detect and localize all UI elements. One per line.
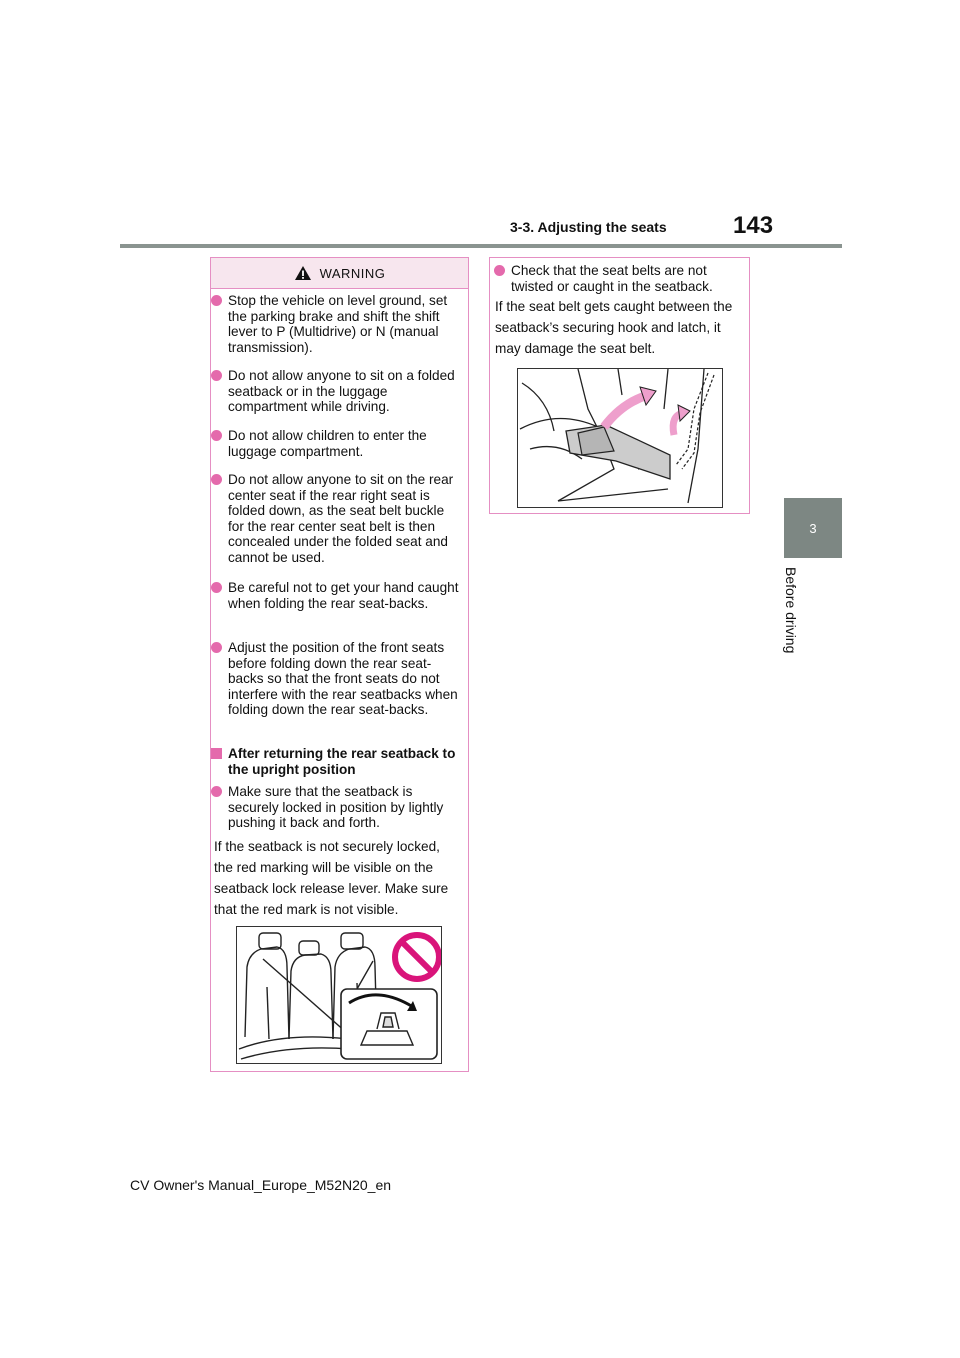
manual-footer: CV Owner's Manual_Europe_M52N20_en xyxy=(130,1177,392,1193)
bullet-icon xyxy=(211,474,222,485)
warning-note: If the seat belt gets caught between the seatback’s securing hook and latch, it may damage the seat belt. xyxy=(495,299,733,356)
warning-header xyxy=(211,258,468,289)
warning-triangle-icon xyxy=(294,265,312,281)
warning-item xyxy=(228,472,460,566)
warning-item xyxy=(228,428,460,459)
warning-item-text: Adjust the position of the front seats before folding down the rear seat-backs so that the front seats do not interfere with the rear seatbacks when folding down the rear seat-backs. xyxy=(228,640,458,718)
section-title: 3-3. Adjusting the seats xyxy=(510,219,667,235)
bullet-icon xyxy=(211,370,222,381)
warning-item xyxy=(511,263,743,294)
chapter-title-vertical xyxy=(770,567,810,677)
bullet-icon xyxy=(211,642,222,653)
warning-item xyxy=(228,368,460,415)
header-divider xyxy=(120,244,842,248)
warning-item-text: Check that the seat belts are not twisted or caught in the seatback. xyxy=(511,263,713,294)
chapter-number: 3 xyxy=(809,520,817,536)
warning-subsection-title xyxy=(228,746,460,777)
seat-lock-illustration xyxy=(236,926,442,1064)
chapter-tab xyxy=(784,498,842,558)
page-number: 143 xyxy=(733,212,774,239)
bullet-icon xyxy=(494,265,505,276)
bullet-icon xyxy=(211,295,222,306)
warning-item-text: Be careful not to get your hand caught when folding the rear seat-backs. xyxy=(228,580,459,611)
warning-title: WARNING xyxy=(319,265,386,281)
warning-item-text: Do not allow anyone to sit on a folded seatback or in the luggage compartment while driving. xyxy=(228,368,455,415)
warning-item xyxy=(228,640,460,718)
bullet-icon xyxy=(211,786,222,797)
seat-belt-illustration xyxy=(517,368,723,508)
chapter-title: Before driving xyxy=(783,567,799,654)
seat-belt-drawing xyxy=(518,369,722,507)
warning-subsection-item xyxy=(228,784,460,831)
seat-lock-drawing xyxy=(237,927,441,1063)
subsection-item-text: Make sure that the seatback is securely locked in position by lightly pushing it back and forth. xyxy=(228,784,444,831)
bullet-icon xyxy=(211,430,222,441)
warning-item-text: Do not allow anyone to sit on the rear center seat if the rear right seat is folded down, as the seat belt buckle for the rear center seat belt is then concealed under the folded seat and cannot be used. xyxy=(228,472,454,565)
warning-item xyxy=(228,580,460,611)
warning-item-text: Stop the vehicle on level ground, set the parking brake and shift the shift lever to P (Multidrive) or N (manual transmission). xyxy=(228,293,448,355)
square-bullet-icon xyxy=(211,748,222,759)
subsection-title-text: After returning the rear seatback to the upright position xyxy=(228,746,456,777)
warning-item-text: Do not allow children to enter the luggage compartment. xyxy=(228,428,427,459)
warning-item xyxy=(228,293,460,355)
bullet-icon xyxy=(211,582,222,593)
warning-subsection-note: If the seatback is not securely locked, the red marking will be visible on the seatback lock release lever. Make sure that the red mark is not visible. xyxy=(214,839,449,917)
